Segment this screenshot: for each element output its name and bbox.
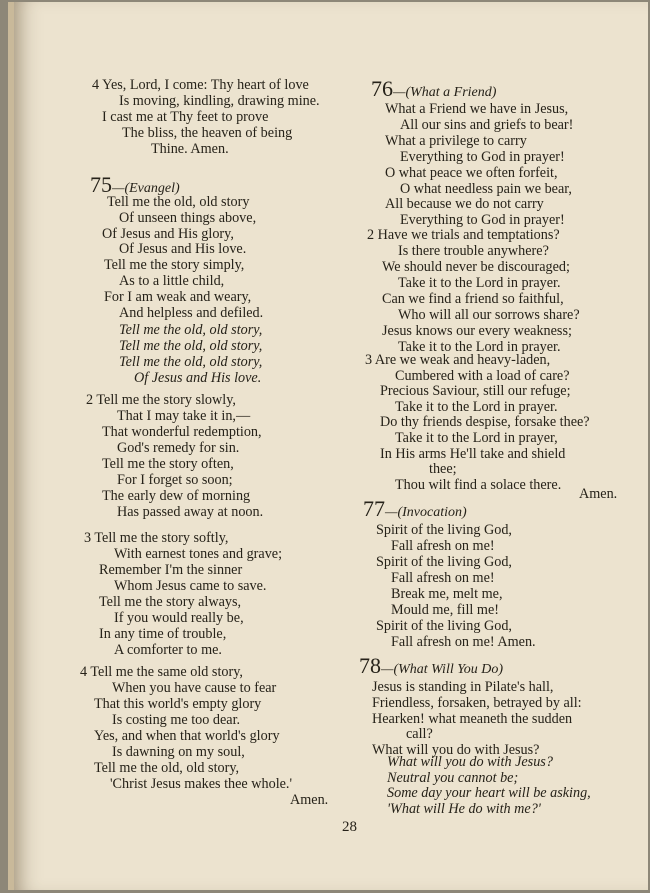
hymn75-verse3-line: A comforter to me. [114,642,222,658]
hymn-number: 75 [90,172,112,197]
hymn74-verse4-line: Thine. Amen. [151,141,229,157]
hymn77-verse-line: Mould me, fill me! [391,602,499,618]
hymn76-verse1-line: What a Friend we have in Jesus, [385,101,569,117]
hymn74-verse4-line: The bliss, the heaven of being [122,125,293,141]
amen-76: Amen. [579,486,618,502]
hymn75-verse4-line: Is costing me too dear. [112,712,241,728]
hymn78-chorus-line: What will you do with Jesus? [387,754,553,770]
hymn75-verse4-line: Tell me the old, old story, [94,760,240,776]
hymn78-chorus-line: Neutral you cannot be; [387,769,519,786]
amen-75: Amen. [290,792,329,808]
hymn76-verse3-line: Thou wilt find a solace there. [395,476,562,493]
hymn76-verse2-line: We should never be discouraged; [382,259,570,275]
hymn76-verse1-line: Everything to God in prayer! [400,212,565,229]
hymn75-verse3-line: Tell me the story always, [99,594,242,610]
hymn76-verse1-line: All because we do not carry [385,196,544,213]
hymn75-verse3-line: Remember I'm the sinner [99,562,243,578]
hymn75-chorus-line: Tell me the old, old story, [119,354,263,370]
hymn75-verse4-line: That this world's empty glory [94,696,262,712]
hymn75-verse1-line: Of Jesus and His love. [119,241,247,258]
hymn76-verse2-line: Take it to the Lord in prayer. [398,275,561,291]
hymn78-verse-line: call? [406,726,433,743]
hymn76-verse2-line: 2 Have we trials and temptations? [367,227,560,243]
hymn76-verse3-line: 3 Are we weak and heavy-laden, [365,352,551,368]
hymn-tune-name: —(What Will You Do) [381,662,503,677]
hymn74-verse4-line: I cast me at Thy feet to prove [102,109,269,125]
hymn76-verse1-line: All our sins and griefs to bear! [400,116,574,133]
hymn75-verse4-line: 4 Tell me the same old story, [80,664,243,680]
hymn76-verse3-line: Precious Saviour, still our refuge; [380,383,571,400]
hymn77-verse-line: Fall afresh on me! Amen. [391,634,536,650]
hymn75-verse2-line: That wonderful redemption, [102,424,262,440]
page-number: 28 [342,819,357,835]
hymn78-verse-line: What will you do with Jesus? [372,742,540,759]
hymn76-verse1-line: O what peace we often forfeit, [385,164,558,181]
hymn78-verse-line: Hearken! what meaneth the sudden [372,710,573,727]
hymn75-verse3-line: With earnest tones and grave; [114,546,283,562]
hymn75-verse3-line: In any time of trouble, [99,626,227,642]
hymn75-verse2-line: That I may take it in,— [117,408,251,424]
hymn75-verse2-line: 2 Tell me the story slowly, [86,392,236,408]
hymn75-verse3-line: If you would really be, [114,610,244,626]
hymn-number: 77 [363,496,385,521]
hymn75-verse2-line: For I forget so soon; [117,472,233,488]
hymn-77-heading [363,498,467,524]
hymn77-verse-line: Fall afresh on me! [391,538,495,554]
hymn75-chorus-line: Tell me the old, old story, [119,338,263,354]
hymn-tune-name: —(Invocation) [385,505,467,520]
hymn76-verse3-line: Take it to the Lord in prayer, [395,430,558,446]
hymnal-page [8,2,648,890]
hymn75-verse1-line: Of unseen things above, [119,209,257,226]
hymn75-verse1-line: And helpless and defiled. [119,304,264,321]
hymn-number: 78 [359,653,381,678]
hymn76-verse3-line: Take it to the Lord in prayer. [395,398,558,415]
hymn75-verse2-line: The early dew of morning [102,488,251,504]
hymn74-verse4-line: Is moving, kindling, drawing mine. [119,93,320,109]
hymn75-verse2-line: God's remedy for sin. [117,440,240,456]
hymn78-chorus-line: 'What will He do with me?' [387,800,541,817]
hymn75-verse3-line: Whom Jesus came to save. [114,578,267,594]
hymn77-verse-line: Spirit of the living God, [376,554,512,570]
hymn75-verse4-line: 'Christ Jesus makes thee whole.' [110,776,293,792]
hymn77-verse-line: Break me, melt me, [391,586,503,602]
hymn75-chorus-line: Of Jesus and His love. [134,370,262,386]
hymn75-verse4-line: Yes, and when that world's glory [94,728,280,744]
hymn76-verse1-line: What a privilege to carry [385,132,527,149]
hymn78-verse-line: Friendless, forsaken, betrayed by all: [372,694,582,711]
hymn75-verse2-line: Tell me the story often, [102,456,234,472]
hymn78-verse-line: Jesus is standing in Pilate's hall, [372,679,554,695]
hymn-tune-name: —(What a Friend) [393,85,497,100]
hymn76-verse3-line: thee; [429,461,457,478]
hymn76-verse1-line: O what needless pain we bear, [400,180,572,197]
hymn74-verse4-line: 4 Yes, Lord, I come: Thy heart of love [92,77,309,93]
hymn75-verse2-line: Has passed away at noon. [117,504,264,520]
hymn75-verse4-line: When you have cause to fear [112,680,277,696]
hymn76-verse2-line: Who will all our sorrows share? [398,307,580,323]
hymn-78-heading [359,655,503,681]
hymn-tune-name: —(Evangel) [112,181,180,196]
hymn75-verse1-line: As to a little child, [119,273,225,289]
hymn75-verse1-line: Tell me the old, old story [107,194,250,210]
hymn76-verse2-line: Is there trouble anywhere? [398,243,549,259]
hymn76-verse1-line: Everything to God in prayer! [400,148,565,165]
hymn76-verse2-line: Take it to the Lord in prayer. [398,339,561,355]
hymn75-verse1-line: For I am weak and weary, [104,288,252,305]
hymn75-verse1-line: Tell me the story simply, [104,257,245,274]
hymn77-verse-line: Fall afresh on me! [391,570,495,586]
hymn-number: 76 [371,76,393,101]
hymn76-verse3-line: In His arms He'll take and shield [380,445,566,462]
hymn75-verse1-line: Of Jesus and His glory, [102,225,234,242]
hymn78-chorus-line: Some day your heart will be asking, [387,785,591,802]
hymn76-verse2-line: Jesus knows our every weakness; [382,323,572,339]
hymn76-verse2-line: Can we find a friend so faithful, [382,291,564,307]
hymn76-verse3-line: Cumbered with a load of care? [395,367,570,384]
hymn77-verse-line: Spirit of the living God, [376,522,512,538]
hymn76-verse3-line: Do thy friends despise, forsake thee? [380,414,590,431]
hymn75-chorus-line: Tell me the old, old story, [119,322,263,338]
hymn75-verse3-line: 3 Tell me the story softly, [84,530,229,546]
hymn77-verse-line: Spirit of the living God, [376,618,512,634]
hymn75-verse4-line: Is dawning on my soul, [112,744,245,760]
